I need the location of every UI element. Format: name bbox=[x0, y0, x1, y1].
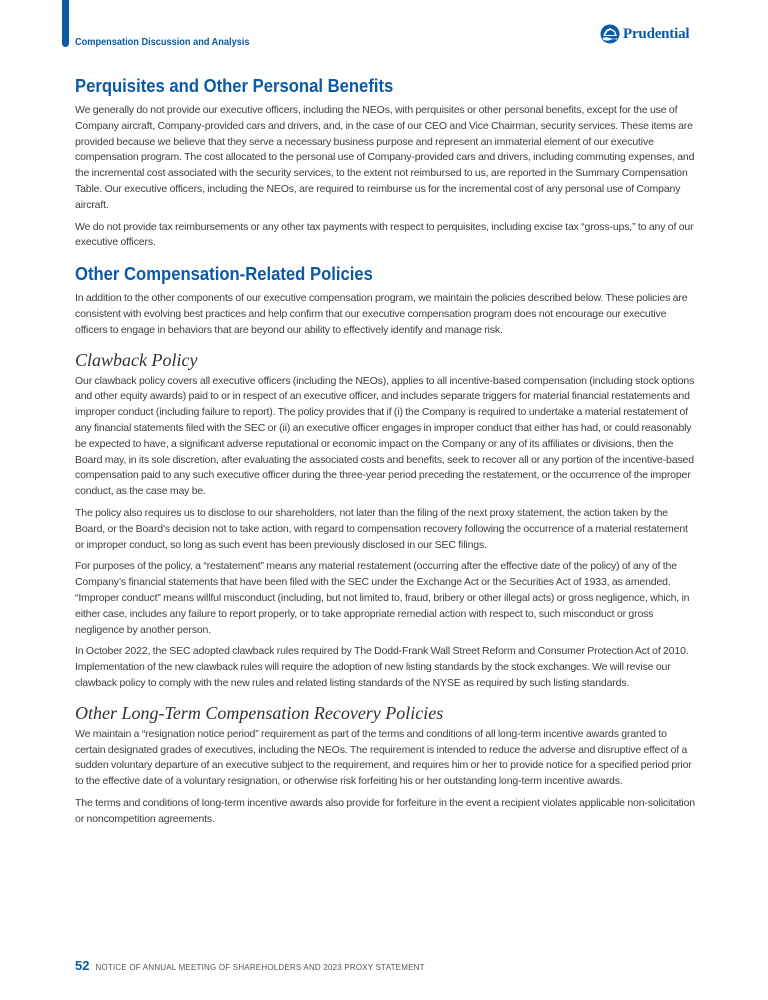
heading-long-term-recovery: Other Long-Term Compensation Recovery Policies bbox=[75, 702, 444, 723]
heading-perquisites: Perquisites and Other Personal Benefits bbox=[75, 75, 394, 96]
page-number: 52 bbox=[75, 958, 90, 973]
rock-of-gibraltar-logo-icon bbox=[600, 24, 620, 44]
section-clawback bbox=[75, 349, 695, 692]
paragraph: We do not provide tax reimbursements or any other tax payments with respect to perquisites, including excise tax “gross-ups,” to any of our executive officers. bbox=[75, 220, 694, 249]
section-long-term-recovery bbox=[75, 702, 695, 828]
heading-other-policies: Other Compensation-Related Policies bbox=[75, 263, 373, 285]
paragraph: The policy also requires us to disclose to our shareholders, not later than the filing of the next proxy statement, the action taken by the Board, or the Board’s decision not to take action, with regard to compensation recovery following the occurrence of a material restatement or improper conduct, so long as such event has been previously disclosed in our SEC filings. bbox=[75, 506, 688, 551]
section-perquisites bbox=[75, 75, 695, 251]
section-other-policies bbox=[75, 263, 695, 338]
paragraph: For purposes of the policy, a “restatement” means any material restatement (occurring after the effective date of the policy) of any of the Company’s financial statements that have been filed with the SEC under the Exchange Act or the Securities Act of 1933, as amended. “Improper conduct” means willful misconduct (including, but not limited to, fraud, bribery or other illegal acts) or gross negligence, which, in either case, includes any failure to report properly, or to take appropriate remedial action with respect to, such misconduct or gross negligence by another person. bbox=[75, 560, 690, 636]
heading-clawback: Clawback Policy bbox=[75, 349, 198, 370]
paragraph: We maintain a “resignation notice period” requirement as part of the terms and conditions of all long-term incentive awards granted to certain designated grades of executives, including the NEOs. The requirement is intended to reduce the adverse and disruptive effect of a sudden voluntary departure of an executive subject to the requirement, and requires him or her to provide notice for a specified period prior to the effective date of a voluntary resignation, or otherwise risk forfeiting his or her outstanding long-term incentive awards. bbox=[75, 727, 692, 788]
running-header-section: Compensation Discussion and Analysis bbox=[75, 37, 250, 48]
paragraph: Our clawback policy covers all executive officers (including the NEOs), applies to all incentive-based compensation (including stock options and other equity awards) paid to or in respect of an executive officer, and includes separate triggers for material financial restatements and improper conduct (including failure to report). The policy provides that if (i) the Company is required to undertake a material restatement of any financial statements filed with the SEC or (ii) an executive officer engages in improper conduct that either has had, or could reasonably be expected to have, a significant adverse reputational or economic impact on the Company or any of its affiliates or divisions, then the Board may, in its sole discretion, after evaluating the associated costs and benefits, seek to recover all or any portion of the incentive-based compensation paid to any such executive officer during the three-year period preceding the restatement, or the occurrence of the improper conduct, as the case may be. bbox=[75, 374, 695, 498]
paragraph: We generally do not provide our executive officers, including the NEOs, with perquisites or other personal benefits, except for the use of Company aircraft, Company-provided cars and drivers, and, in the case of our CEO and Vice Chairman, security services. These items are provided because we believe that they serve a necessary business purpose and represent an immaterial element of our executive compensation program. The cost allocated to the personal use of Company-provided cars and drivers, including commuting expenses, and the incremental cost associated with the security services, to the extent not reimbursed to us, are reported in the Summary Compensation Table. Our executive officers, including the NEOs, are required to reimburse us for the incremental cost of any personal use of Company aircraft. bbox=[75, 104, 695, 211]
document-body bbox=[75, 75, 695, 837]
footer-document-title: NOTICE OF ANNUAL MEETING OF SHAREHOLDERS AND 2023 PROXY STATEMENT bbox=[95, 963, 425, 972]
header-accent-bar bbox=[62, 0, 69, 47]
paragraph: In October 2022, the SEC adopted clawback rules required by The Dodd-Frank Wall Street Reform and Consumer Protection Act of 2010. Implementation of the new clawback rules will require the adoption of new listing standards by the stock exchanges. We will revise our clawback policy to comply with the new rules and related listing standards of the NYSE as required by such listing standards. bbox=[75, 645, 689, 689]
paragraph: The terms and conditions of long-term incentive awards also provide for forfeiture in the event a recipient violates applicable non-solicitation or noncompetition agreements. bbox=[75, 796, 695, 825]
company-logo bbox=[600, 24, 689, 44]
logo-wordmark: Prudential bbox=[623, 25, 690, 42]
page-footer bbox=[75, 958, 425, 973]
paragraph: In addition to the other components of our executive compensation program, we maintain the policies described below. These policies are consistent with evolving best practices and help confirm that our executive compensation program does not encourage our executive officers to engage in behaviors that are beyond our ability to effectively identify and manage risk. bbox=[75, 292, 688, 336]
